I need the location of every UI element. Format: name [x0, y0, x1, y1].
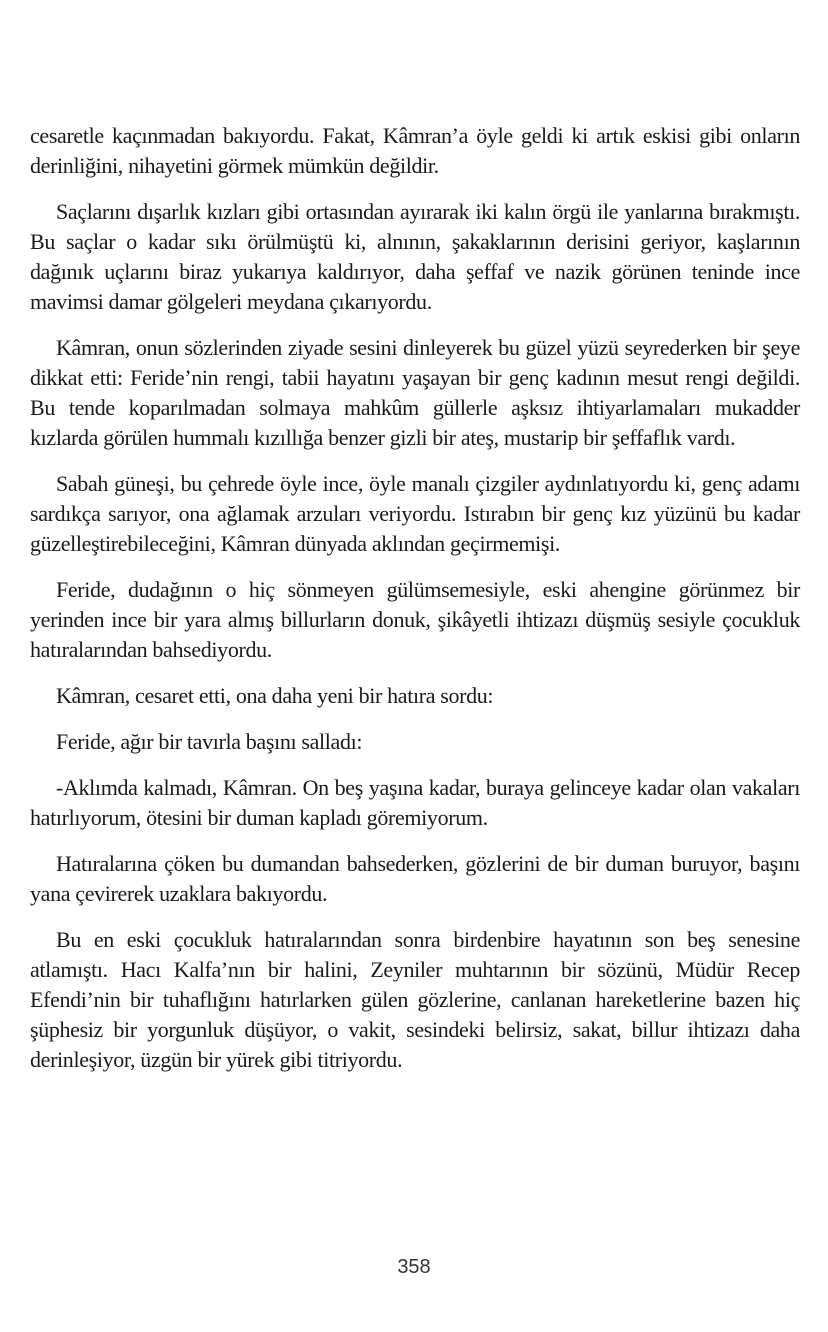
paragraph: Feride, dudağının o hiç sönmeyen gülümsemesiyle, eski ahengine görünmez bir yerinden ince bir yara almış billurların donuk, şikâyetli ihtizazı düşmüş sesiyle çocukluk hatıralarından bahsediyordu.: [30, 577, 800, 662]
paragraph: Kâmran, onun sözlerinden ziyade sesini dinleyerek bu güzel yüzü seyrederken bir şeye dikkat etti: Feride’nin rengi, tabii hayatını yaşayan bir genç kadının mesut rengi değildi. Bu tende koparılmadan solmaya mahkûm güllerle aşksız ihtiyarlamaları mukadder kızlarda görülen hummalı kızıllığa benzer gizli bir ateş, mustarip bir şeffaflık vardı.: [30, 335, 800, 450]
paragraph: cesaretle kaçınmadan bakıyordu. Fakat, Kâmran’a öyle geldi ki artık eskisi gibi onların derinliğini, nihayetini görmek mümkün değildir.: [30, 123, 800, 178]
paragraph: Hatıralarına çöken bu dumandan bahsederken, gözlerini de bir duman buruyor, başını yana çevirerek uzaklara bakıyordu.: [30, 851, 800, 906]
paragraph: Saçlarını dışarlık kızları gibi ortasından ayırarak iki kalın örgü ile yanlarına bırakmıştı. Bu saçlar o kadar sıkı örülmüştü ki, alnının, şakaklarının derisini geriyor, kaşlarının dağınık uçlarını biraz yukarıya kaldırıyor, daha şeffaf ve nazik görünen teninde ince mavimsi damar gölgeleri meydana çıkarıyordu.: [30, 199, 800, 314]
paragraph: -Aklımda kalmadı, Kâmran. On beş yaşına kadar, buraya gelinceye kadar olan vakaları hatırlıyorum, ötesini bir duman kapladı göremiyorum.: [30, 775, 800, 830]
page-number: 358: [397, 1256, 431, 1278]
paragraph: Bu en eski çocukluk hatıralarından sonra birdenbire hayatının son beş senesine atlamıştı. Hacı Kalfa’nın bir halini, Zeyniler muhtarının bir sözünü, Müdür Recep Efendi’nin bir tuhaflığını hatırlarken gülen gözlerine, canlanan hareketlerine bazen hiç şüphesiz bir yorgunluk düşüyor, o vakit, sesindeki belirsiz, sakat, billur ihtizazı daha derinleşiyor, üzgün bir yürek gibi titriyordu.: [30, 927, 800, 1072]
page-body: [30, 121, 800, 1091]
paragraph: Sabah güneşi, bu çehrede öyle ince, öyle manalı çizgiler aydınlatıyordu ki, genç adamı sardıkça sarıyor, ona ağlamak arzuları veriyordu. Istırabın bir genç kız yüzünü bu kadar güzelleştirebileceğini, Kâmran dünyada aklından geçirmemişi.: [30, 471, 800, 556]
paragraph: Kâmran, cesaret etti, ona daha yeni bir hatıra sordu:: [56, 683, 494, 708]
paragraph: Feride, ağır bir tavırla başını salladı:: [56, 729, 363, 754]
